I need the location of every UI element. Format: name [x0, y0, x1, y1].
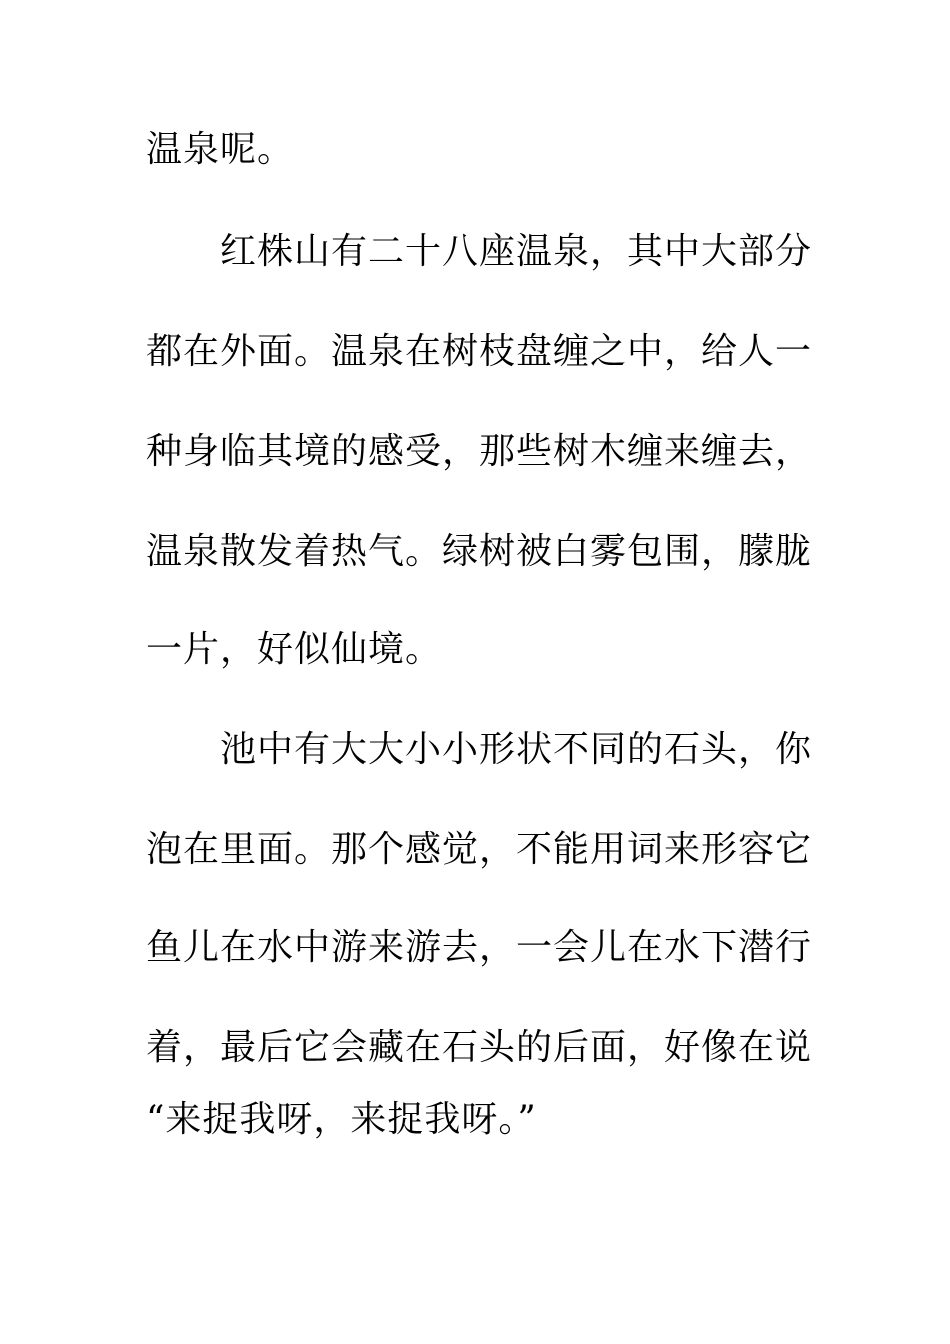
text-line: 一片，好似仙境。 [146, 629, 443, 670]
text-line: 温泉散发着热气。绿树被白雾包围，朦胧 [146, 531, 813, 572]
text-line: 都在外面。温泉在树枝盘缠之中，给人一 [146, 331, 813, 372]
text-line: “来捉我呀，来捉我呀。” [146, 1099, 537, 1140]
text-line: 泡在里面。那个感觉，不能用词来形容它 [146, 829, 813, 870]
text-line: 种身临其境的感受，那些树木缠来缠去， [146, 431, 813, 472]
text-line: 着，最后它会藏在石头的后面，好像在说 [146, 1027, 813, 1068]
paragraph-start-line: 红株山有二十八座温泉，其中大部分 [146, 231, 813, 272]
text-line: 温泉呢。 [146, 129, 295, 170]
text-line: 鱼儿在水中游来游去，一会儿在水下潜行 [146, 927, 813, 968]
paragraph-start-line: 池中有大大小小形状不同的石头，你 [146, 729, 813, 770]
